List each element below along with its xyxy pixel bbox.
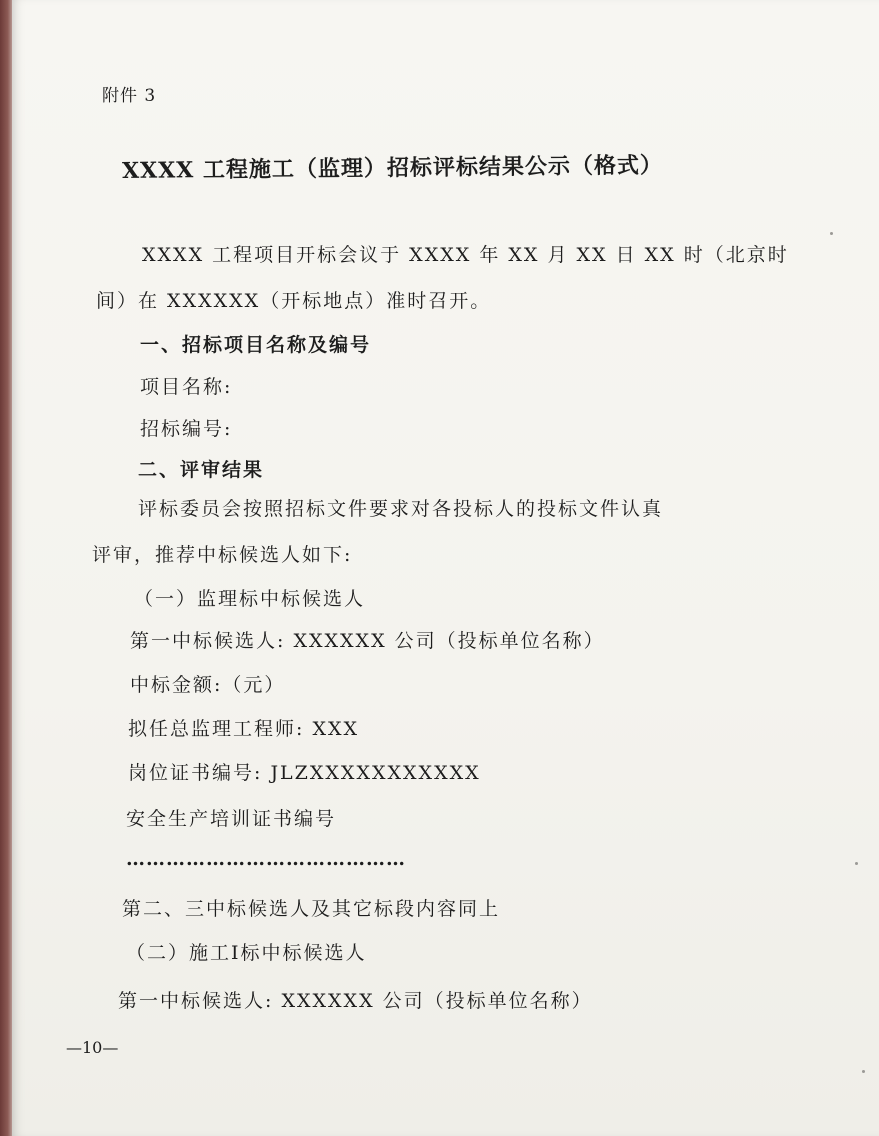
first-candidate-supervision: 第一中标候选人: XXXXXX 公司（投标单位名称） xyxy=(130,630,605,652)
paper-speck xyxy=(862,1070,865,1073)
section-1-heading: 一、招标项目名称及编号 xyxy=(140,334,372,356)
document-title: XXXX 工程施工（监理）招标评标结果公示（格式） xyxy=(121,152,664,184)
paper-speck xyxy=(855,862,858,865)
bid-amount-field: 中标金额:（元） xyxy=(130,674,286,696)
post-certificate-field: 岗位证书编号: JLZXXXXXXXXXXX xyxy=(128,762,481,784)
ellipsis-dots: …………………………………… xyxy=(126,848,406,870)
tender-number-field: 招标编号: xyxy=(140,418,233,440)
other-candidates-note: 第二、三中标候选人及其它标段内容同上 xyxy=(122,898,501,920)
subsection-construction-heading: （二）施工Ⅰ标中标候选人 xyxy=(126,942,367,964)
page-number: —10— xyxy=(66,1038,119,1057)
intro-line-1: XXXX 工程项目开标会议于 XXXX 年 XX 月 XX 日 XX 时（北京时 xyxy=(142,244,789,266)
paper-speck xyxy=(830,232,833,235)
chief-engineer-field: 拟任总监理工程师: XXX xyxy=(128,718,360,740)
review-line-2: 评审，推荐中标候选人如下: xyxy=(92,544,353,566)
subsection-supervision-heading: （一）监理标中标候选人 xyxy=(134,588,366,610)
first-candidate-construction: 第一中标候选人: XXXXXX 公司（投标单位名称） xyxy=(118,990,593,1012)
project-name-field: 项目名称: xyxy=(140,376,233,398)
intro-line-2: 间）在 XXXXXX（开标地点）准时召开。 xyxy=(96,290,492,312)
section-2-heading: 二、评审结果 xyxy=(138,459,265,481)
safety-certificate-field: 安全生产培训证书编号 xyxy=(126,808,337,830)
review-line-1: 评标委员会按照招标文件要求对各投标人的投标文件认真 xyxy=(138,498,664,520)
attachment-label: 附件 3 xyxy=(102,86,157,106)
